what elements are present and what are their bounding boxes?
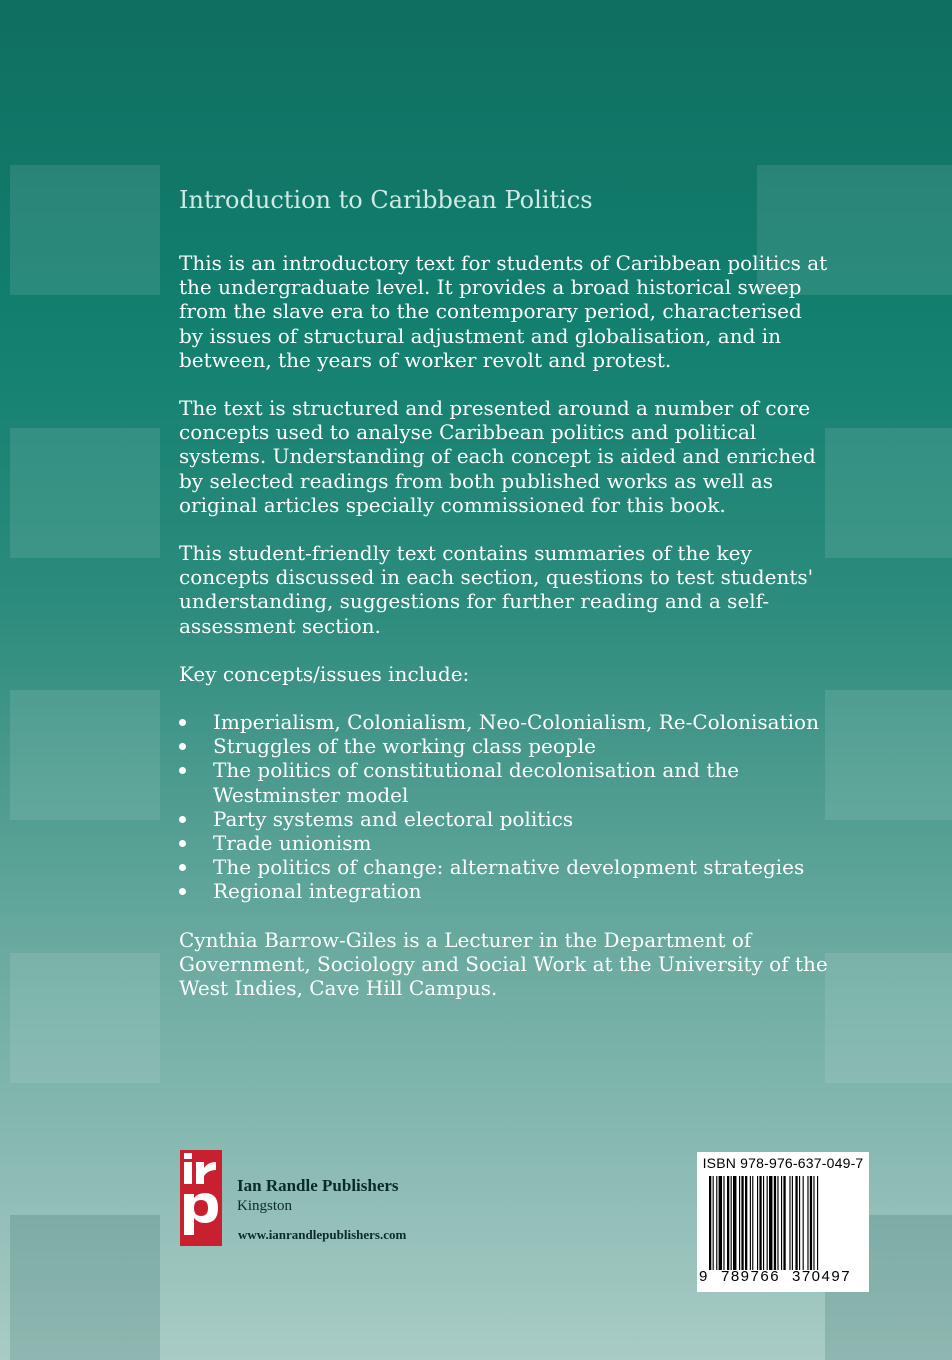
bullet-icon — [179, 864, 186, 871]
list-item: The politics of change: alternative development strategies — [179, 855, 829, 879]
decor-square — [10, 953, 160, 1083]
publisher-url: www.ianrandlepublishers.com — [238, 1227, 407, 1242]
decor-square — [825, 953, 952, 1083]
bullet-icon — [179, 816, 186, 823]
bullet-icon — [179, 743, 186, 750]
decor-square — [10, 428, 160, 558]
barcode-lead-digit: 9 — [699, 1268, 708, 1285]
bullet-icon — [179, 888, 186, 895]
description-paragraph: This is an introductory text for students of Caribbean politics at the undergraduate level. It provides a broad historical sweep from the slave era to the contemporary period, characterised by issues of structural adjustment and globalisation, and in between, the years of worker revolt and protest. — [179, 251, 828, 372]
decor-square — [825, 428, 952, 558]
decor-square — [10, 1215, 160, 1360]
description-paragraph: This student-friendly text contains summaries of the key concepts discussed in each section, questions to test students' understanding, suggestions for further reading and a self-assessment section. — [179, 541, 814, 638]
bullet-icon — [179, 840, 186, 847]
publisher-block — [180, 1150, 480, 1250]
publisher-city: Kingston — [237, 1198, 293, 1214]
key-concepts-list — [179, 710, 829, 904]
barcode-left-digits: 789766 — [721, 1268, 781, 1285]
publisher-logo-icon — [180, 1150, 222, 1246]
barcode-bars — [709, 1176, 859, 1270]
book-title: Introduction to Caribbean Politics — [179, 186, 593, 214]
isbn-barcode — [697, 1152, 869, 1292]
barcode-right-digits: 370497 — [792, 1268, 852, 1285]
decor-square — [10, 690, 160, 820]
bullet-icon — [179, 767, 186, 774]
list-item: Struggles of the working class people — [179, 734, 829, 758]
back-cover-text — [179, 183, 829, 1024]
bullet-icon — [179, 719, 186, 726]
isbn-label: ISBN 978-976-637-049-7 — [702, 1155, 864, 1171]
list-item: Trade unionism — [179, 831, 829, 855]
decor-square — [825, 690, 952, 820]
author-bio: Cynthia Barrow-Giles is a Lecturer in the Department of Government, Sociology and Social Work at the University of the West Indies, Cave Hill Campus. — [179, 927, 828, 1001]
key-concepts-heading: Key concepts/issues include: — [179, 661, 470, 686]
description-paragraph: The text is structured and presented around a number of core concepts used to analyse Caribbean politics and political systems. Understanding of each concept is aided and enriched by selected readings from both published works as well as original articles specially commissioned for this book. — [179, 396, 816, 517]
list-item: Imperialism, Colonialism, Neo-Colonialism, Re-Colonisation — [179, 710, 829, 734]
list-item: The politics of constitutional decolonisation and the Westminster model — [179, 758, 829, 806]
publisher-name: Ian Randle Publishers — [237, 1176, 399, 1195]
list-item: Party systems and electoral politics — [179, 807, 829, 831]
decor-square — [10, 165, 160, 295]
list-item: Regional integration — [179, 879, 829, 903]
